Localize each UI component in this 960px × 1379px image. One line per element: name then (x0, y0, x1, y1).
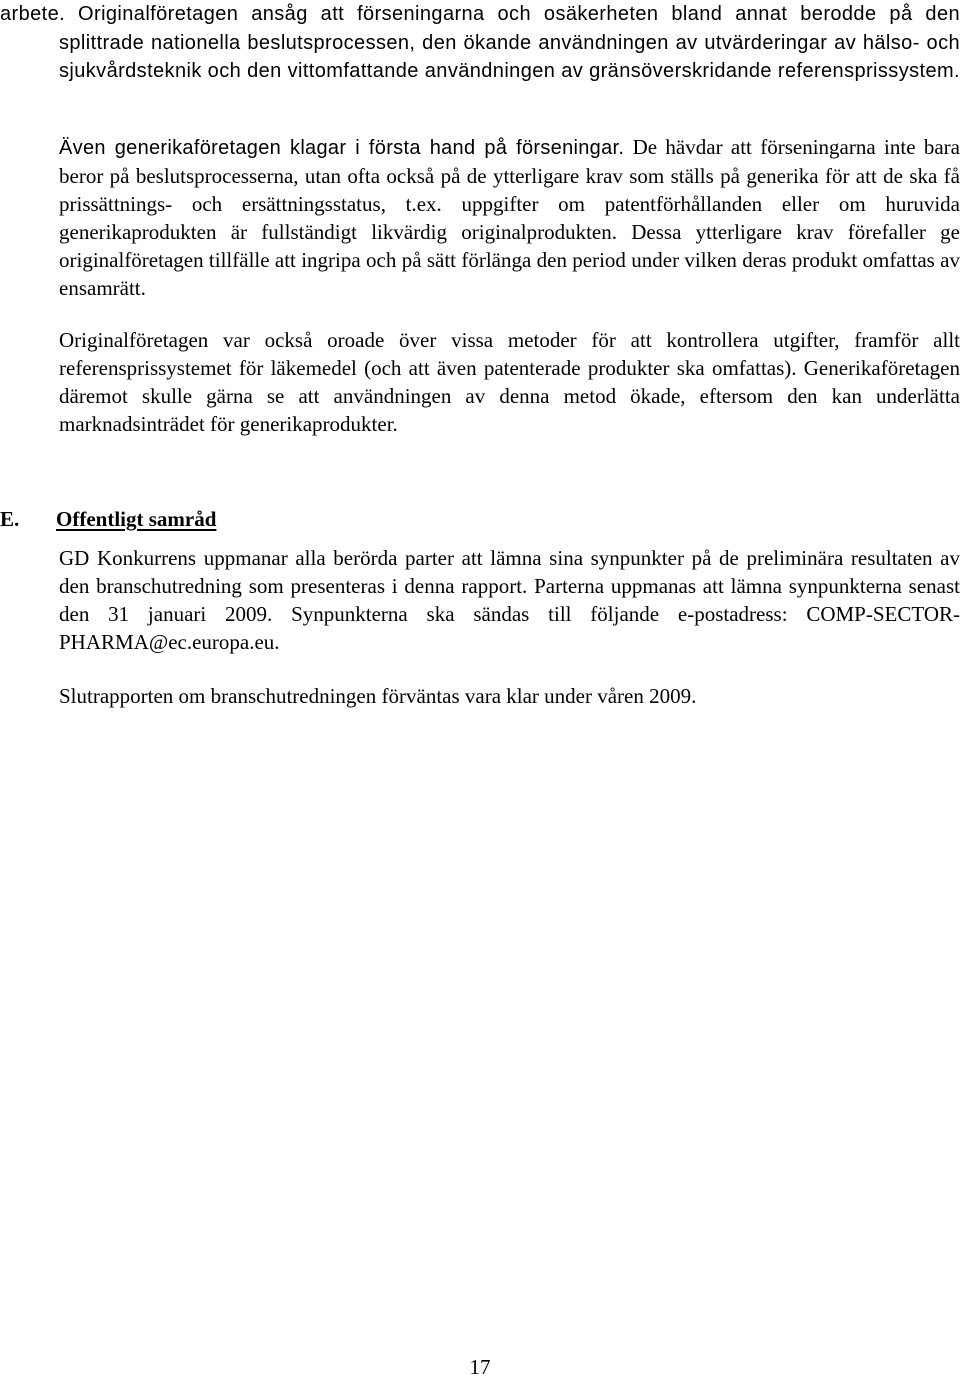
paragraph-cost-control: Originalföretagen var också oroade över vissa metoder för att kontrollera utgifter, framför allt referensprissystemet för läkemedel (och att även patenterade produkter ska omfattas). Generikaföretagen däremot skulle gärna se att användningen av denna metod ökade, eftersom den kan underlätta marknadsinträdet för generikaprodukter. (59, 328, 960, 436)
paragraph-consultation: GD Konkurrens uppmanar alla berörda parter att lämna sina synpunkter på de preliminära resultaten av den branschutredning som presenteras i denna rapport. Parterna uppmanas att lämna synpunkterna senast den 31 januari 2009. Synpunkterna ska sändas till följande e-postadress: COMP-SECTOR-PHARMA@ec.europa.eu. (59, 546, 960, 654)
paragraph-2-sans-part: Även generikaföretagen klagar i första hand på förseningar. (59, 137, 625, 159)
paragraph-generic-delays (59, 133, 960, 302)
page-number: 17 (469, 1355, 491, 1379)
paragraph-final-report: Slutrapporten om branschutredningen förväntas vara klar under våren 2009. (59, 684, 697, 708)
section-title: Offentligt samråd (56, 507, 217, 531)
paragraph-1-text: Originalföretagen ansåg att förseningarna och osäkerheten bland annat berodde på den splittrade nationella beslutsprocessen, den ökande användningen av utvärderingar av hälso- och sjukvårdsteknik och den vittomfattande användningen av gränsöverskridande referensprissystem. (59, 3, 960, 82)
section-letter: E. (0, 507, 20, 531)
paragraph-lead-word: arbete. (0, 3, 66, 25)
paragraph-2-serif-part: De hävdar att förseningarna inte bara beror på beslutsprocesserna, utan ofta också på de ytterligare krav som ställs på generika för att de ska få prissättnings- och ersättningsstatus, t.ex. uppgifter om patentförhållanden eller om huruvida generikaprodukten är fullständigt likvärdig originalprodukten. Dessa ytterligare krav förefaller ge originalföretagen tillfälle att ingripa och på sätt förlänga den period under vilken deras produkt omfattas av ensamrätt. (59, 135, 960, 300)
paragraph-continued (0, 0, 960, 86)
